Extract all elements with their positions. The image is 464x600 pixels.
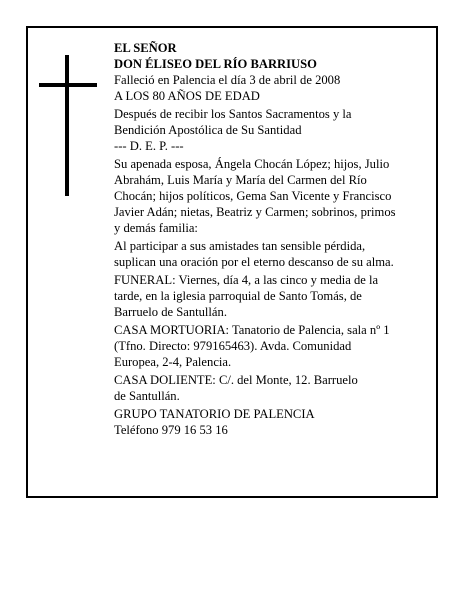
sacraments-line: Bendición Apostólica de Su Santidad xyxy=(114,123,302,137)
casa-mortuoria-line: (Tfno. Directo: 979165463). Avda. Comunidad xyxy=(114,339,352,353)
deceased-name: DON ÉLISEO DEL RÍO BARRIUSO xyxy=(114,57,317,71)
funeral-line: Barruelo de Santullán. xyxy=(114,305,227,319)
casa-doliente-line: CASA DOLIENTE: C/. del Monte, 12. Barruelo xyxy=(114,373,358,387)
family-line: Chocán; hijos políticos, Gema San Vicente y Francisco xyxy=(114,189,392,203)
funeral-line: tarde, en la iglesia parroquial de Santo Tomás, de xyxy=(114,289,362,303)
family-line: y demás familia: xyxy=(114,221,198,235)
casa-doliente-line: de Santullán. xyxy=(114,389,180,403)
funeral-paragraph xyxy=(114,272,426,320)
age-line: A LOS 80 AÑOS DE EDAD xyxy=(114,89,260,103)
sacraments-line: Después de recibir los Santos Sacramentos y la xyxy=(114,107,352,121)
family-line: Javier Adán; nietas, Beatriz y Carmen; sobrinos, primos xyxy=(114,205,396,219)
casa-mortuoria-line: Europea, 2-4, Palencia. xyxy=(114,355,232,369)
family-paragraph xyxy=(114,156,426,236)
obituary-text xyxy=(114,40,426,438)
casa-doliente-paragraph xyxy=(114,372,426,404)
funeral-line: FUNERAL: Viernes, día 4, a las cinco y media de la xyxy=(114,273,379,287)
rip-line: --- D. E. P. --- xyxy=(114,139,184,153)
request-paragraph xyxy=(114,238,426,270)
company-name: GRUPO TANATORIO DE PALENCIA xyxy=(114,407,315,421)
death-line: Falleció en Palencia el día 3 de abril de 2008 xyxy=(114,73,341,87)
family-line: Abrahám, Luis María y María del Carmen del Río xyxy=(114,173,367,187)
cross-icon-crossbar xyxy=(39,83,97,87)
cross-icon xyxy=(65,55,69,196)
company-phone: Teléfono 979 16 53 16 xyxy=(114,423,228,437)
sacraments-paragraph xyxy=(114,106,426,138)
casa-mortuoria-paragraph xyxy=(114,322,426,370)
casa-mortuoria-line: CASA MORTUORIA: Tanatorio de Palencia, sala nº 1 xyxy=(114,323,390,337)
family-line: Su apenada esposa, Ángela Chocán López; hijos, Julio xyxy=(114,157,390,171)
request-line: Al participar a sus amistades tan sensible pérdida, xyxy=(114,239,366,253)
request-line: suplican una oración por el eterno descanso de su alma. xyxy=(114,255,394,269)
notice-title: EL SEÑOR xyxy=(114,41,177,55)
